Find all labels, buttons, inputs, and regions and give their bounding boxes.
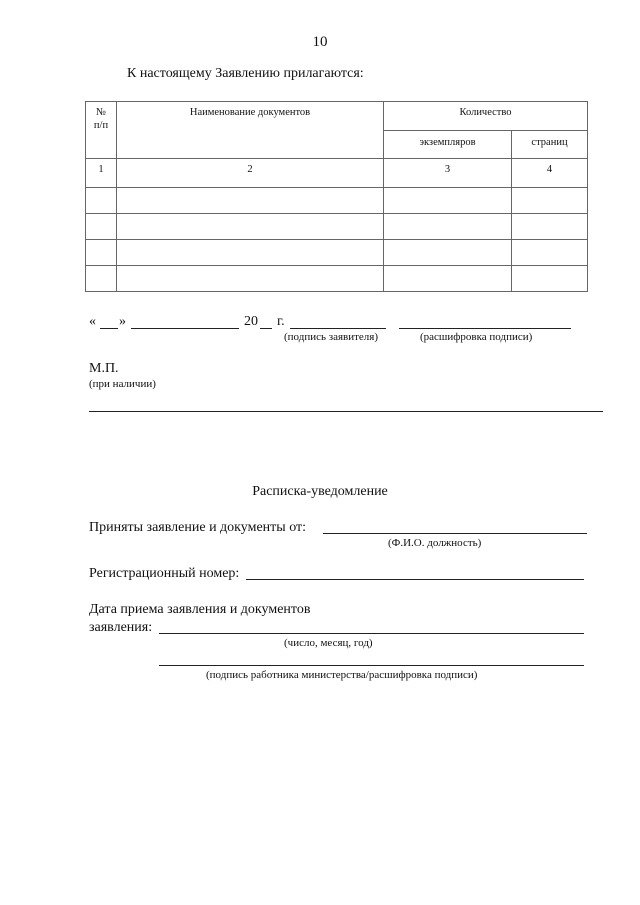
table-cell[interactable] bbox=[384, 240, 512, 266]
attachments-intro: К настоящему Заявлению прилагаются: bbox=[127, 66, 364, 81]
date-open-quote: « bbox=[89, 314, 96, 329]
receipt-date-label-line2: заявления: bbox=[89, 620, 153, 635]
reg-number-label: Регистрационный номер: bbox=[89, 566, 240, 581]
table-cell: 1 bbox=[86, 159, 117, 188]
table-cell[interactable] bbox=[117, 214, 384, 240]
table-cell[interactable] bbox=[512, 188, 588, 214]
table-cell[interactable] bbox=[86, 240, 117, 266]
table-row bbox=[86, 159, 588, 188]
table-cell[interactable] bbox=[117, 188, 384, 214]
table-cell: 3 bbox=[384, 159, 512, 188]
applicant-signature-field[interactable] bbox=[290, 328, 386, 329]
receipt-date-field[interactable] bbox=[159, 633, 584, 634]
page-number: 10 bbox=[312, 34, 328, 50]
separator-line bbox=[89, 411, 603, 412]
accepted-from-label: Приняты заявление и документы от: bbox=[89, 520, 307, 535]
year-field[interactable] bbox=[260, 328, 272, 329]
table-cell[interactable] bbox=[117, 266, 384, 292]
column-header-quantity: Количество bbox=[384, 102, 588, 131]
table-cell: 4 bbox=[512, 159, 588, 188]
table-row bbox=[86, 266, 588, 292]
worker-signature-field[interactable] bbox=[159, 665, 584, 666]
table-cell: 2 bbox=[117, 159, 384, 188]
accepted-from-caption: (Ф.И.О. должность) bbox=[388, 537, 482, 549]
table-cell[interactable] bbox=[384, 266, 512, 292]
day-field[interactable] bbox=[100, 328, 118, 329]
table-cell[interactable] bbox=[86, 266, 117, 292]
table-cell[interactable] bbox=[512, 214, 588, 240]
table-cell[interactable] bbox=[512, 240, 588, 266]
date-close-quote: » bbox=[119, 314, 126, 329]
column-header-document-name: Наименование документов bbox=[117, 102, 384, 159]
column-header-pages: страниц bbox=[512, 131, 588, 159]
decoding-caption: (расшифровка подписи) bbox=[420, 331, 533, 343]
table-cell[interactable] bbox=[86, 214, 117, 240]
table-cell[interactable] bbox=[86, 188, 117, 214]
table-row bbox=[86, 214, 588, 240]
year-suffix: г. bbox=[277, 314, 285, 329]
worker-signature-caption: (подпись работника министерства/расшифровка подписи) bbox=[206, 669, 478, 681]
column-header-copies: экземпляров bbox=[384, 131, 512, 159]
table-cell[interactable] bbox=[117, 240, 384, 266]
stamp-note: (при наличии) bbox=[89, 378, 156, 390]
signature-decoding-field[interactable] bbox=[399, 328, 571, 329]
table-row bbox=[86, 240, 588, 266]
table-row bbox=[86, 188, 588, 214]
receipt-date-label-line1: Дата приема заявления и документов bbox=[89, 602, 311, 617]
documents-table bbox=[85, 101, 588, 292]
reg-number-field[interactable] bbox=[246, 579, 584, 580]
receipt-title: Расписка-уведомление bbox=[252, 484, 388, 499]
month-field[interactable] bbox=[131, 328, 239, 329]
accepted-from-field[interactable] bbox=[323, 533, 587, 534]
stamp-label: М.П. bbox=[89, 361, 119, 376]
receipt-date-caption: (число, месяц, год) bbox=[284, 637, 373, 649]
table-cell[interactable] bbox=[384, 214, 512, 240]
year-prefix: 20 bbox=[244, 314, 258, 329]
table-cell[interactable] bbox=[512, 266, 588, 292]
signature-caption: (подпись заявителя) bbox=[284, 331, 379, 343]
column-header-number: № п/п bbox=[86, 102, 117, 159]
table-cell[interactable] bbox=[384, 188, 512, 214]
